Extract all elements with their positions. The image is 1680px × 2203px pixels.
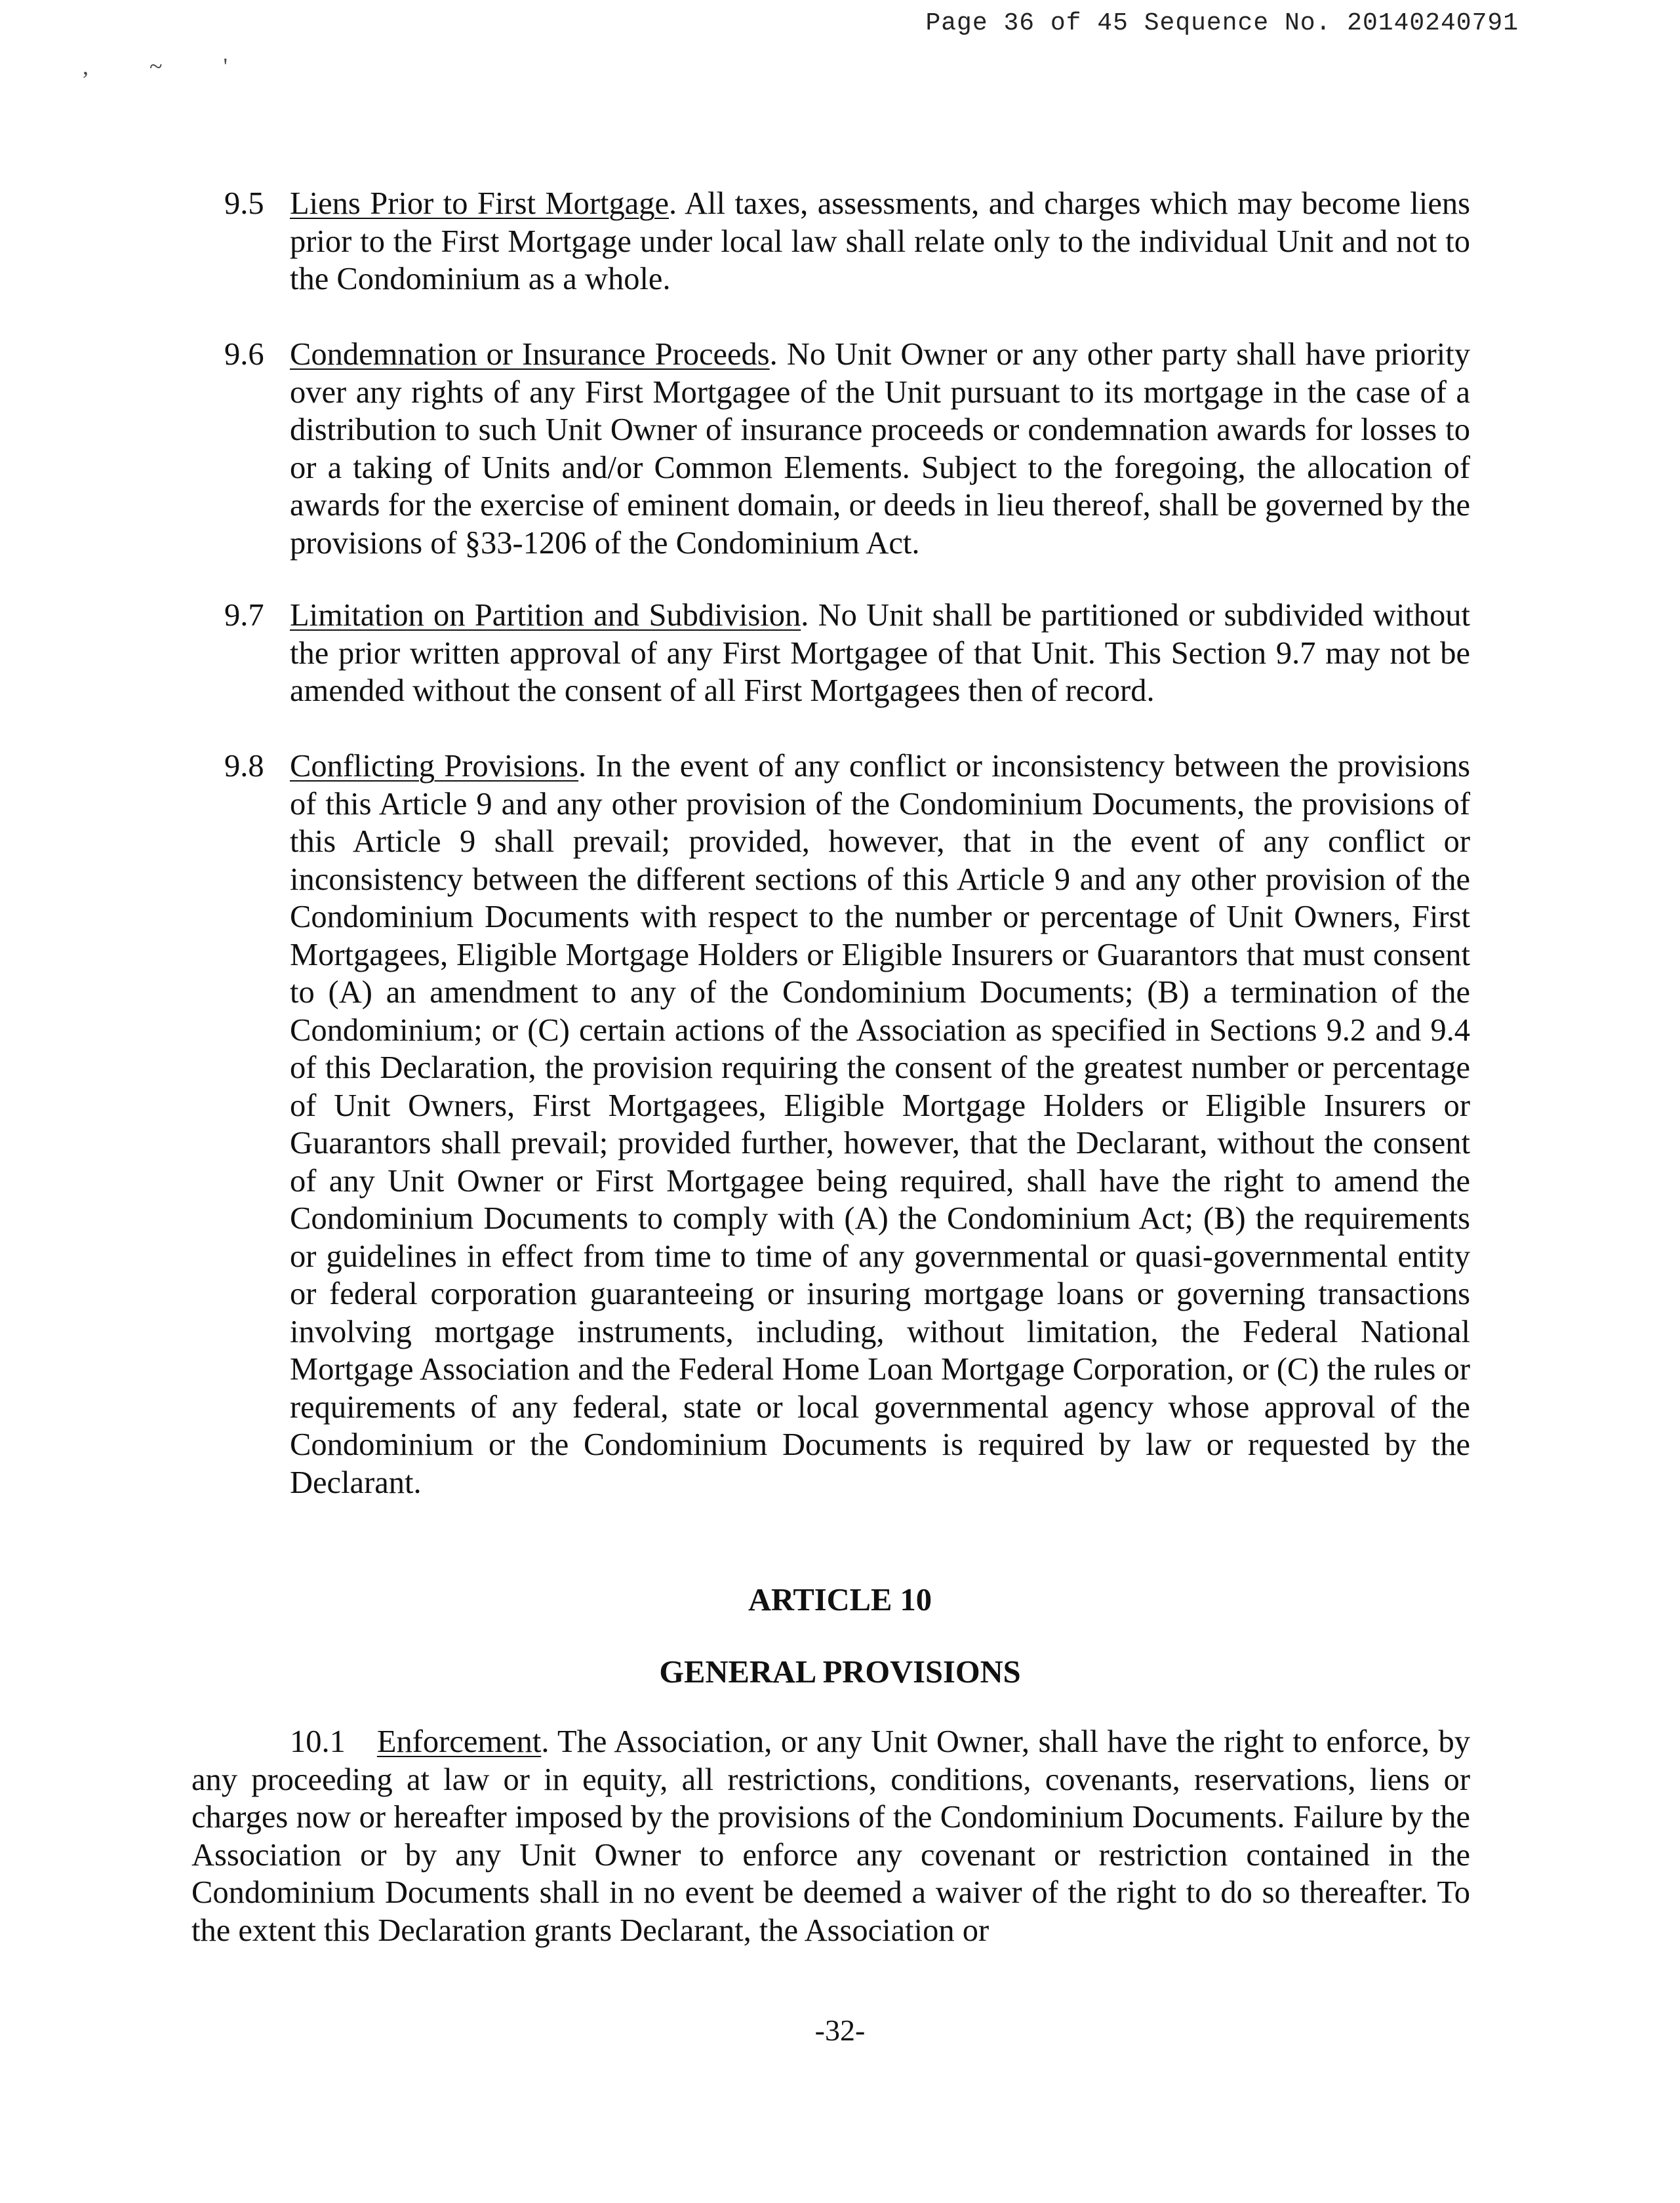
article-number: ARTICLE 10 xyxy=(748,1583,932,1618)
section-heading: Conflicting Provisions xyxy=(290,749,579,784)
section-10-1 xyxy=(191,1723,1470,1949)
section-9-6 xyxy=(224,336,1470,565)
section-9-8 xyxy=(224,747,1470,1554)
section-number: 9.7 xyxy=(224,598,264,633)
section-body xyxy=(290,597,1470,710)
article-title: GENERAL PROVISIONS xyxy=(659,1655,1021,1690)
section-number: 10.1 xyxy=(290,1724,346,1759)
section-heading: Enforcement xyxy=(376,1724,542,1759)
section-heading: Condemnation or Insurance Proceeds xyxy=(290,337,770,372)
section-heading: Liens Prior to First Mortgage xyxy=(290,186,670,221)
section-number: 9.5 xyxy=(224,186,264,221)
section-number: 9.6 xyxy=(224,337,264,372)
section-text: . No Unit Owner or any other party shall have priority over any rights of any First Mortgagee of the Unit pursuant to its mortgage in the case of a distribution to such Unit Owner of insurance proceeds or condemnation awards for losses to or a taking of Units and/or Common Elements. Subject to the foregoing, the allocation of awards for the exercise of eminent domain, or deeds in lieu thereof, shall be governed by the provisions of §33-1206 of the Condominium Act. xyxy=(290,337,1470,561)
scan-artifact-marks: , ~ ' xyxy=(83,53,255,79)
section-text: . The Association, or any Unit Owner, shall have the right to enforce, by any proceeding at law or in equity, all restrictions, conditions, covenants, reservations, liens or charges now or hereafter imposed by the provisions of the Condominium Documents. Failure by the Association or by any Unit Owner to enforce any covenant or restriction contained in the Condominium Documents shall in no event be deemed a waiver of the right to do so thereafter. To the extent this Declaration grants Declarant, the Association or xyxy=(191,1724,1470,1948)
section-body xyxy=(290,185,1470,298)
section-text: . No Unit shall be partitioned or subdivided without the prior written approval of any First Mortgagee of that Unit. This Section 9.7 may not be amended without the consent of all First Mortgagees then of record. xyxy=(290,598,1470,708)
page-number: -32- xyxy=(814,2014,866,2047)
section-9-7 xyxy=(224,597,1470,715)
section-heading: Limitation on Partition and Subdivision xyxy=(290,598,801,633)
section-body xyxy=(290,747,1470,1501)
recording-stamp: Page 36 of 45 Sequence No. 20140240791 xyxy=(925,9,1519,37)
section-9-5 xyxy=(224,185,1470,303)
section-text: . In the event of any conflict or inconsistency between the provisions of this Article 9 and any other provision of the Condominium Documents, the provisions of this Article 9 shall prevail; provided, however, that in the event of any conflict or inconsistency between the different sections of this Article 9 and any other provision of the Condominium Documents with respect to the number or percentage of Unit Owners, First Mortgagees, Eligible Mortgage Holders or Eligible Insurers or Guarantors that must consent to (A) an amendment to any of the Condominium Documents; (B) a termination of the Condominium; or (C) certain actions of the Association as specified in Sections 9.2 and 9.4 of this Declaration, the provision requiring the consent of the greatest number or percentage of Unit Owners, First Mortgagees, Eligible Mortgage Holders or Eligible Insurers or Guarantors shall prevail; provided further, however, that the Declarant, without the consent of any Unit Owner or First Mortgagee being required, shall have the right to amend the Condominium Documents to comply with (A) the Condominium Act; (B) the requirements or guidelines in effect from time to time of any governmental or quasi-governmental entity or federal corporation guaranteeing or insuring mortgage loans or governing transactions involving mortgage instruments, including, without limitation, the Federal National Mortgage Association and the Federal Home Loan Mortgage Corporation, or (C) the rules or requirements of any federal, state or local governmental agency whose approval of the Condominium or the Condominium Documents is required by law or requested by the Declarant. xyxy=(290,749,1470,1500)
section-number: 9.8 xyxy=(224,749,264,784)
section-body xyxy=(290,336,1470,562)
section-text: . All taxes, assessments, and charges which may become liens prior to the First Mortgage under local law shall relate only to the individual Unit and not to the Condominium as a whole. xyxy=(290,186,1470,296)
